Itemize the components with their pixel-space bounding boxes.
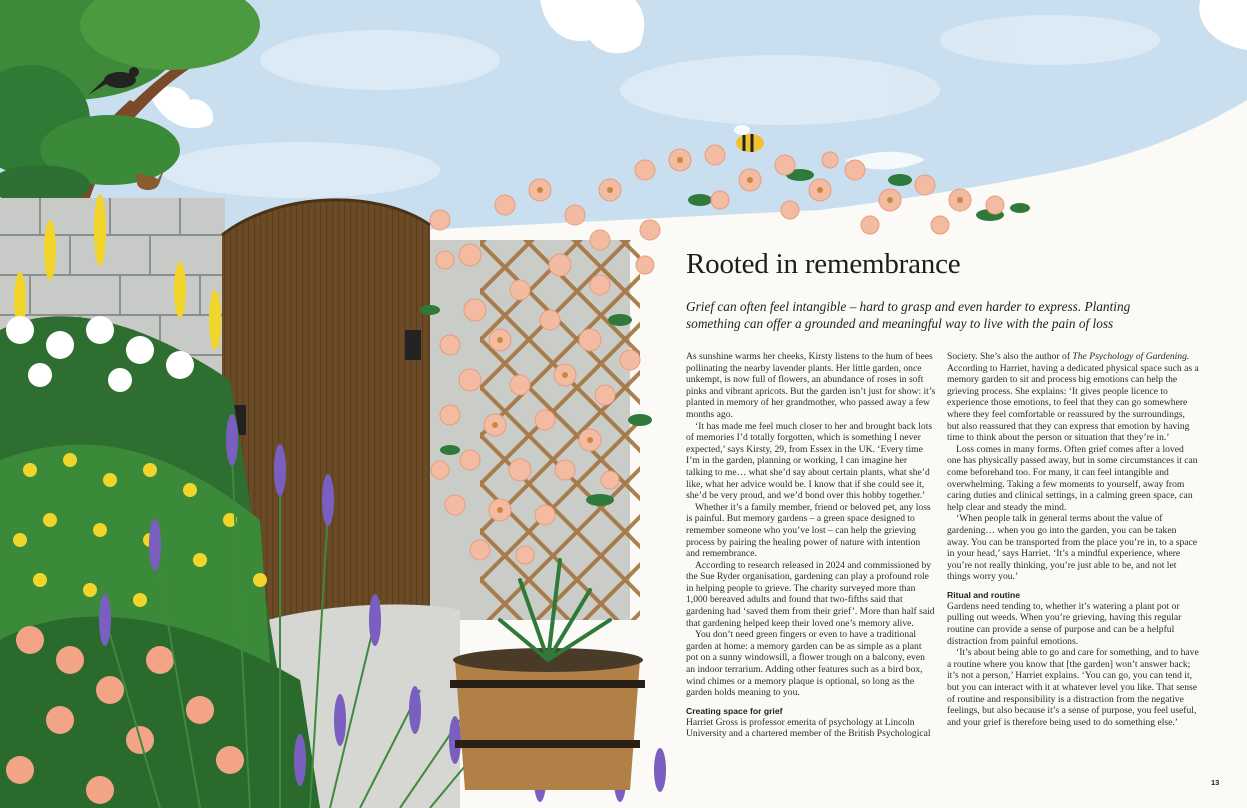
body-paragraph: Gardens need tending to, whether it’s watering a plant pot or pulling out weeds. When you’re grieving, having this regular routine can provide a sense of purpose and can be a helpful distraction from painful emotions. — [947, 600, 1182, 647]
body-text: According to Harriet, having a dedicated physical space such as a memory garden to sit and process big emotions can help the grieving process. She explains: ‘It gives people licence to experience those emotions, to feel that they can go somewhere where they feel comfortable or reassured by the surroundings, but also reassured that they can express that emotion by having time to think about the person or situation that they’re in.’ — [947, 362, 1199, 444]
section-heading: Creating space for grief — [686, 705, 783, 716]
body-paragraph: Harriet Gross is professor emerita of psychology at Lincoln University and a chartered member of the British Psychological — [686, 716, 931, 740]
page-number: 13 — [1211, 778, 1220, 787]
body-text: Society. She’s also the author of — [947, 351, 1073, 362]
body-paragraph: ‘It has made me feel much closer to her and brought back lots of memories I’d totally forgotten, which is something I never expected,’ says Kirsty, 29, from Essex in the UK. ‘Every time I’m in the garden, planning or working, I can imagine her talking to me… what she’d say about certain plants, what she’d like, what her advice would be. I know that if she could see it, she’d be very proud, and we’d bond over this hobby together.’ — [686, 420, 933, 502]
body-paragraph: ‘It’s about being able to go and care for something, and to have a routine where you know that [the garden] won’t answer back; it’s not a person,’ Harriet explains. ‘You can go, you can tend it, but you can interact with it at whatever level you like. That sense of routine and responsibility is a distraction from the negative feelings, but also because it’s a sense of purpose, you feel useful, and your grief is therefore being used to do something else.’ — [947, 647, 1199, 728]
article-title: Rooted in remembrance — [686, 248, 961, 280]
article-standfirst: Grief can often feel intangible – hard to grasp and even harder to express. Planting something can offer a grounded and meaningful way to live with the pain of loss — [686, 299, 1131, 331]
body-paragraph: Whether it’s a family member, friend or beloved pet, any loss is painful. But memory gardens – a green space designed to remember someone who you’ve lost – can help the grieving process by pairing the healing power of nature with intention and remembrance. — [686, 501, 931, 560]
body-paragraph: Loss comes in many forms. Often grief comes after a loved one has physically passed away, but in some circumstances it can come beforehand too. For many, it can feel intangible and overwhelming. Taking a few moments to yourself, away from caring duties and clinical settings, in a calming green space, can help clear and steady the mind. — [947, 443, 1198, 513]
section-heading: Ritual and routine — [947, 589, 1021, 600]
body-paragraph: As sunshine warms her cheeks, Kirsty listens to the hum of bees pollinating the nearby lavender plants. Her little garden, once unkempt, is now full of flowers, an abundance of roses in soft pinks and vibrant apricots. But the garden isn’t just for show: it’s planted in memory of her grandmother, who passed away a few months ago. — [686, 351, 936, 420]
article-column-right — [947, 351, 1199, 728]
article-column-left — [686, 351, 936, 740]
body-paragraph: According to research released in 2024 and commissioned by the Sue Ryder organisation, gardening can play a profound role in helping people to grieve. The charity surveyed more than 1,000 bereaved adults and found that two-fifths said that gardening had ‘saved them from their grief’. More than half said that gardening helped keep their loved one’s memory alive. — [686, 559, 935, 629]
body-paragraph: ‘When people talk in general terms about the value of gardening… when you go into the garden, you can be taken away. You can be transported from the place you’re in, to a space in your head,’ says Harriet. ‘It’s a mindful experience, where you’re not really thinking, you’re just able to be, and not let things worry you.’ — [947, 513, 1198, 583]
body-paragraph — [947, 351, 1199, 444]
book-title: The Psychology of Gardening. — [1072, 351, 1190, 362]
body-paragraph: You don’t need green fingers or even to have a traditional garden at home: a memory garden can be as simple as a plant pot on a sunny windowsill, a flower trough on a balcony, even an indoor terrarium. Adding other features such as a bird box, wind chimes or a memory plaque is optional, so long as the garden holds meaning to you. — [686, 629, 925, 699]
